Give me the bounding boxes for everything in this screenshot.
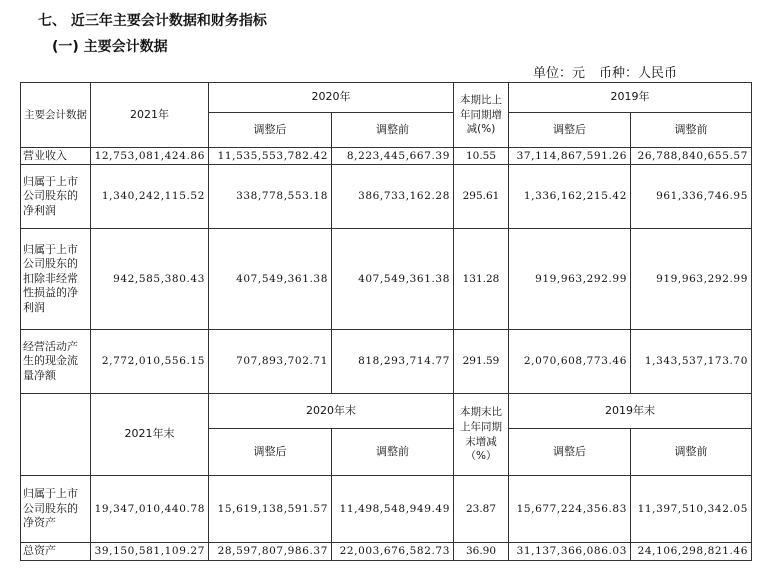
value-2019-adjusted: 2,070,608,773.46: [509, 330, 631, 394]
header-2019-end-before: 调整前: [631, 429, 752, 476]
currency-label: 币种：人民币: [599, 66, 678, 81]
value-change: 291.59: [454, 330, 509, 394]
value-2020-end-adjusted: 15,619,138,591.57: [209, 476, 332, 543]
row-label: 归属于上市公司股东的净利润: [21, 165, 91, 229]
header-2019-end-adjusted: 调整后: [509, 429, 631, 476]
header-2020-end-adjusted: 调整后: [209, 429, 332, 476]
value-2020-end-before: 22,003,676,582.73: [332, 543, 454, 561]
value-2020-end-before: 11,498,548,949.49: [332, 476, 454, 543]
value-2019-adjusted: 1,336,162,215.42: [509, 165, 631, 229]
value-2019-end-adjusted: 15,677,224,356.83: [509, 476, 631, 543]
value-2019-before: 919,963,292.99: [631, 229, 752, 330]
header-2019-before: 调整前: [631, 113, 752, 148]
row-label: 总资产: [21, 543, 91, 561]
subsection-heading: (一) 主要会计数据: [52, 39, 168, 55]
value-2021: 2,772,010,556.15: [91, 330, 209, 394]
header-item-blank: [21, 394, 91, 476]
value-2019-adjusted: 37,114,867,591.26: [509, 148, 631, 165]
value-change: 131.28: [454, 229, 509, 330]
value-2019-end-before: 11,397,510,342.05: [631, 476, 752, 543]
value-change: 10.55: [454, 148, 509, 165]
value-2021: 12,753,081,424.86: [91, 148, 209, 165]
table-row: [21, 543, 752, 561]
table-row: [21, 476, 752, 543]
header-2019: 2019年: [509, 83, 752, 113]
value-change-end: 36.90: [454, 543, 509, 561]
value-2020-before: 818,293,714.77: [332, 330, 454, 394]
header-2019-end: 2019年末: [509, 394, 752, 429]
row-label: 经营活动产生的现金流量净额: [21, 330, 91, 394]
value-2020-before: 407,549,361.38: [332, 229, 454, 330]
value-2021-end: 19,347,010,440.78: [91, 476, 209, 543]
header-2020-end-before: 调整前: [332, 429, 454, 476]
table-row: [21, 229, 752, 330]
value-2019-before: 961,336,746.95: [631, 165, 752, 229]
table-row: [21, 148, 752, 165]
row-label: 营业收入: [21, 148, 91, 165]
header-2020: 2020年: [209, 83, 454, 113]
value-2019-before: 1,343,537,173.70: [631, 330, 752, 394]
value-2020-end-adjusted: 28,597,807,986.37: [209, 543, 332, 561]
section-heading: 七、 近三年主要会计数据和财务指标: [38, 13, 267, 29]
value-change-end: 23.87: [454, 476, 509, 543]
header-row: [21, 394, 752, 429]
value-2020-adjusted: 707,893,702.71: [209, 330, 332, 394]
table-row: [21, 330, 752, 394]
value-2020-before: 8,223,445,667.39: [332, 148, 454, 165]
value-2021-end: 39,150,581,109.27: [91, 543, 209, 561]
value-2020-adjusted: 407,549,361.38: [209, 229, 332, 330]
value-2019-before: 26,788,840,655.57: [631, 148, 752, 165]
table-row: [21, 165, 752, 229]
header-2020-end: 2020年末: [209, 394, 454, 429]
value-2020-adjusted: 338,778,553.18: [209, 165, 332, 229]
header-2021: 2021年: [91, 83, 209, 148]
unit-currency-note: [533, 62, 691, 81]
header-change: 本期比上年同期增减(%): [454, 83, 509, 148]
value-2019-end-before: 24,106,298,821.46: [631, 543, 752, 561]
unit-label: 单位：元: [533, 66, 586, 81]
header-2020-before: 调整前: [332, 113, 454, 148]
accounting-data-table: [20, 82, 752, 561]
value-2020-before: 386,733,162.28: [332, 165, 454, 229]
header-row: [21, 83, 752, 113]
row-label: 归属于上市公司股东的净资产: [21, 476, 91, 543]
value-2021: 1,340,242,115.52: [91, 165, 209, 229]
value-2021: 942,585,380.43: [91, 229, 209, 330]
header-item: 主要会计数据: [21, 83, 91, 148]
value-2019-end-adjusted: 31,137,366,086.03: [509, 543, 631, 561]
header-2019-adjusted: 调整后: [509, 113, 631, 148]
value-change: 295.61: [454, 165, 509, 229]
row-label: 归属于上市公司股东的扣除非经常性损益的净利润: [21, 229, 91, 330]
value-2019-adjusted: 919,963,292.99: [509, 229, 631, 330]
header-change-end: 本期末比上年同期末增减（%）: [454, 394, 509, 476]
value-2020-adjusted: 11,535,553,782.42: [209, 148, 332, 165]
header-2021-end: 2021年末: [91, 394, 209, 476]
header-2020-adjusted: 调整后: [209, 113, 332, 148]
